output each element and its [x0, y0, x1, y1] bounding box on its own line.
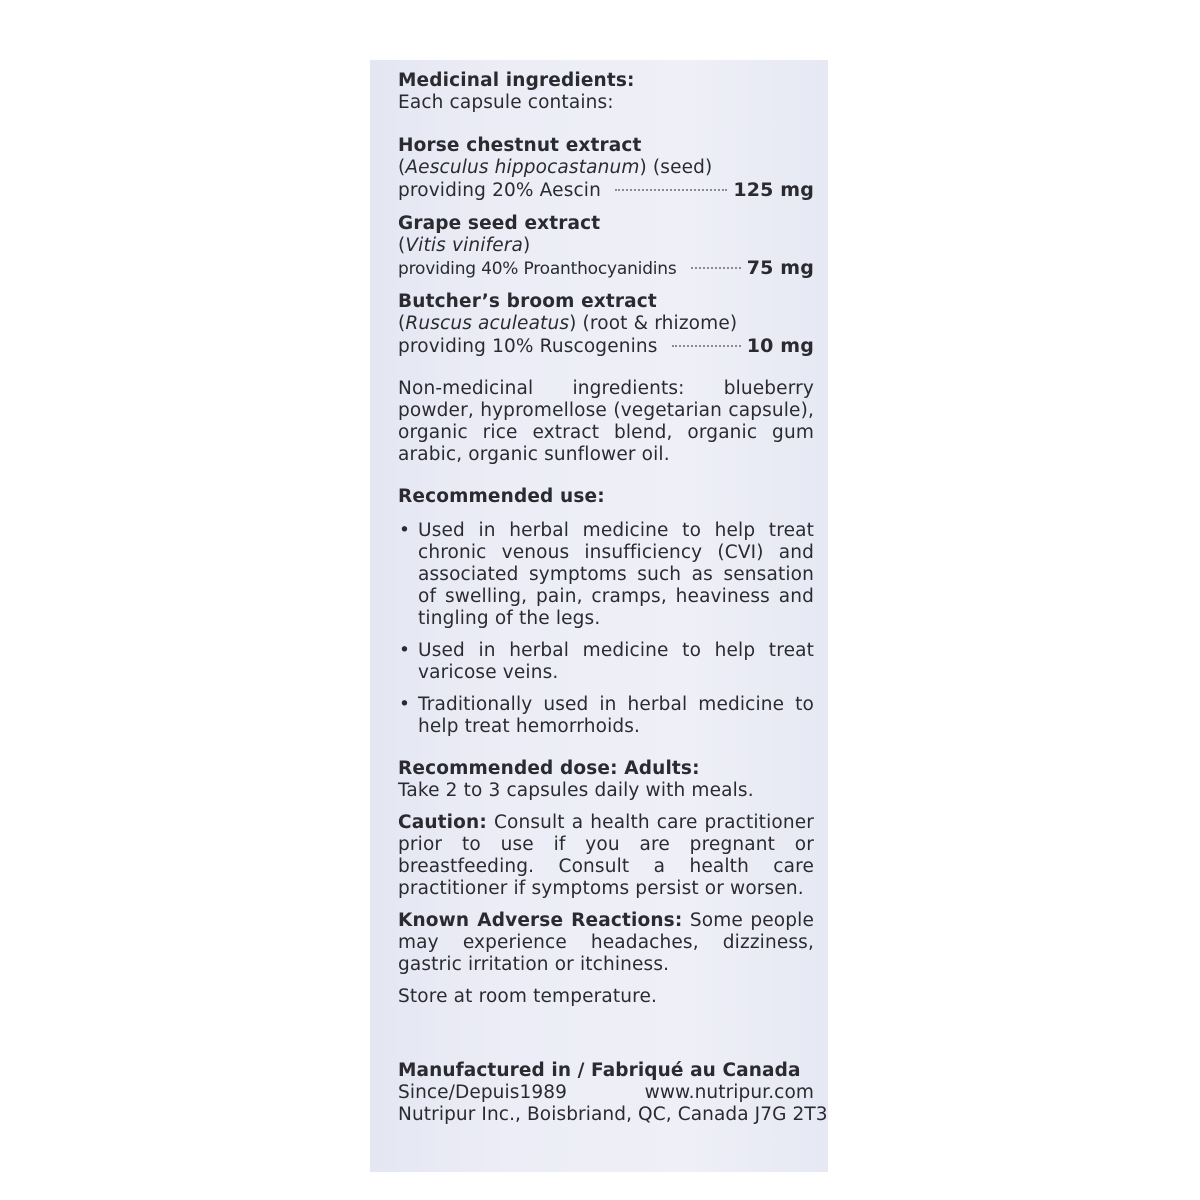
non-medicinal-ingredients: Non-medicinal ingredients: blueberry powder, hypromellose (vegetarian capsule), organic rice extract blend, organic gum arabic, organic sunflower oil.: [398, 378, 814, 465]
ingredient-horse-chestnut: [398, 135, 814, 202]
list-item: • Used in herbal medicine to help treat varicose veins.: [399, 640, 814, 683]
since-year: Since/Depuis1989: [398, 1082, 567, 1103]
ingredient-latin-name: Vitis vinifera: [405, 235, 523, 256]
recommended-use-list: [398, 520, 814, 738]
adverse-reactions-label: Known Adverse Reactions:: [398, 910, 683, 931]
ingredient-dose-row: [398, 179, 814, 202]
ingredient-latin-line: (Ruscus aculeatus) (root & rhizome): [398, 313, 738, 334]
leader-dots: [672, 345, 741, 347]
adverse-reactions-paragraph: Known Adverse Reactions: Some people may experience headaches, dizziness, gastric irritation or itchiness.: [398, 910, 814, 975]
storage-note: Store at room temperature.: [398, 986, 658, 1007]
product-label-panel: [370, 60, 828, 1172]
label-content: [398, 70, 828, 1126]
manufacturer-footer: [398, 1060, 828, 1126]
ingredient-latin-name: Ruscus aculeatus: [405, 313, 570, 334]
ingredient-providing: providing 40% Proanthocyanidins: [398, 259, 677, 279]
ingredient-providing: providing 10% Ruscogenins: [398, 336, 658, 357]
caution-label: Caution:: [398, 812, 487, 833]
bullet-icon: •: [399, 640, 411, 661]
ingredient-butchers-broom: [398, 291, 814, 358]
recommended-dose-heading: Recommended dose: Adults:: [398, 758, 700, 779]
ingredient-dose-row: [398, 335, 814, 358]
caution-paragraph: Caution: Consult a health care practitioner prior to use if you are pregnant or breastfeeding. Consult a health care practitioner if symptoms persist or worsen.: [398, 812, 814, 899]
recommended-dose-text: Take 2 to 3 capsules daily with meals.: [398, 780, 754, 801]
website: www.nutripur.com: [644, 1082, 814, 1103]
medicinal-heading: Medicinal ingredients:: [398, 70, 635, 91]
ingredient-latin-line: (Vitis vinifera): [398, 235, 531, 256]
ingredient-name: Butcher’s broom extract: [398, 291, 657, 312]
leader-dots: [691, 267, 741, 269]
ingredient-dose-row: [398, 257, 814, 280]
list-item: • Traditionally used in herbal medicine to help treat hemorrhoids.: [399, 694, 814, 737]
ingredient-amount: 75 mg: [746, 257, 814, 279]
ingredient-grape-seed: [398, 213, 814, 280]
manufacturer-address: Nutripur Inc., Boisbriand, QC, Canada J7G 2T3: [398, 1104, 828, 1125]
bullet-icon: •: [399, 694, 411, 715]
ingredient-latin-line: (Aesculus hippocastanum) (seed): [398, 157, 713, 178]
ingredient-providing: providing 20% Aescin: [398, 180, 601, 201]
list-item: • Used in herbal medicine to help treat chronic venous insufficiency (CVI) and associated symptoms such as sensation of swelling, pain, cramps, heaviness and tingling of the legs.: [399, 520, 814, 629]
ingredient-name: Horse chestnut extract: [398, 135, 642, 156]
leader-dots: [615, 189, 727, 191]
ingredient-name: Grape seed extract: [398, 213, 601, 234]
ingredient-amount: 10 mg: [746, 335, 814, 357]
ingredient-latin-name: Aesculus hippocastanum: [405, 157, 640, 178]
medicinal-subheading: Each capsule contains:: [398, 92, 614, 113]
bullet-icon: •: [399, 520, 411, 541]
manufactured-in: Manufactured in / Fabriqué au Canada: [398, 1060, 801, 1081]
recommended-use-heading: Recommended use:: [398, 486, 605, 507]
ingredient-amount: 125 mg: [733, 179, 814, 201]
